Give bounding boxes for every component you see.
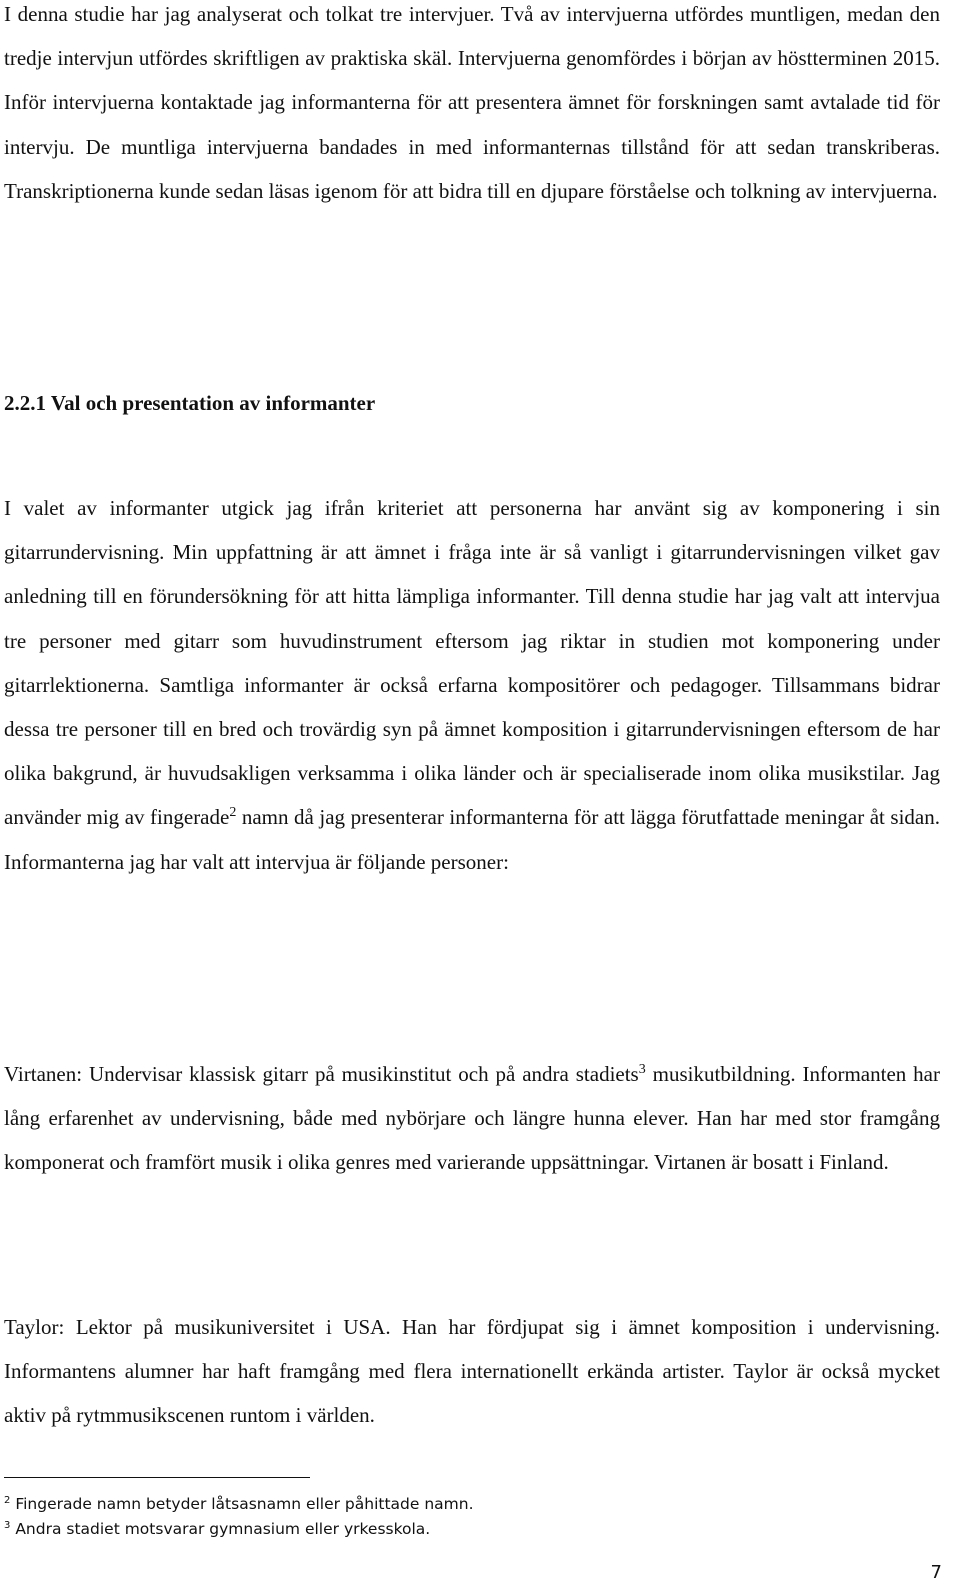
selection-text-part1: I valet av informanter utgick jag ifrån kriteriet att personerna har använt sig av komponering i sin gitarrundervisning. Min uppfattning är att ämnet i fråga inte är så vanligt i gitarrundervisningen vilket gav anledning till en förundersökning för att hitta lämpliga informanter. Till denna studie har jag valt att intervjua tre personer med gitarr som huvudinstrument eftersom jag riktar in studien mot komponering under gitarrlektionerna. Samtliga informanter är också erfarna kompositörer och pedagoger. Tillsammans bidrar dessa tre personer till en bred och trovärdig syn på ämnet komposition i gitarrundervisningen eftersom de har olika bakgrund, är huvudsakligen verksamma i olika länder och är specialiserade inom olika musikstilar. Jag använder mig av fingerade (4, 496, 940, 830)
informant-selection-paragraph (4, 486, 940, 884)
intro-paragraph: I denna studie har jag analyserat och tolkat tre intervjuer. Två av intervjuerna utfördes muntligen, medan den tredje intervjun utfördes skriftligen av praktiska skäl. Intervjuerna genomfördes i början av höstterminen 2015. Inför intervjuerna kontaktade jag informanterna för att presentera ämnet för forskningen samt avtalade tid för intervju. De muntliga intervjuerna bandades in med informanternas tillstånd för att sedan transkriberas. Transkriptionerna kunde sedan läsas igenom för att bidra till en djupare förståelse och tolkning av intervjuerna. (4, 2, 940, 203)
informant-virtanen-paragraph (4, 1052, 940, 1185)
footnote-2-number: 2 (4, 1494, 11, 1506)
footnote-3 (4, 1519, 430, 1539)
footnote-ref-2[interactable]: 2 (229, 805, 237, 821)
footnote-separator (4, 1477, 310, 1478)
informant-taylor-paragraph: Taylor: Lektor på musikuniversitet i USA. Han har fördjupat sig i ämnet komposition i undervisning. Informantens alumner har haft framgång med flera internationellt erkända artister. Taylor är också mycket aktiv på rytmmusikscenen runtom i världen. (4, 1315, 940, 1428)
footnote-2 (4, 1494, 474, 1514)
section-heading: 2.2.1 Val och presentation av informanter (4, 391, 376, 415)
virtanen-text-part1: Virtanen: Undervisar klassisk gitarr på musikinstitut och på andra stadiets (4, 1062, 639, 1086)
virtanen-text-part2: musikutbildning. Informanten har lång erfarenhet av undervisning, både med nybörjare och längre hunna elever. Han har med stor framgång komponerat och framfört musik i olika genres med varierande uppsättningar. Virtanen är bosatt i Finland. (4, 1062, 940, 1175)
footnote-ref-3[interactable]: 3 (638, 1062, 646, 1077)
selection-text-part2: namn då jag presenterar informanterna för att lägga förutfattade meningar åt sidan. Informanterna jag har valt att intervjua är följande personer: (4, 805, 940, 874)
page-number: 7 (930, 1562, 942, 1583)
footnote-3-text: Andra stadiet motsvarar gymnasium eller yrkesskola. (15, 1520, 431, 1538)
footnote-3-number: 3 (4, 1519, 11, 1531)
footnote-2-text: Fingerade namn betyder låtsasnamn eller påhittade namn. (15, 1495, 474, 1513)
